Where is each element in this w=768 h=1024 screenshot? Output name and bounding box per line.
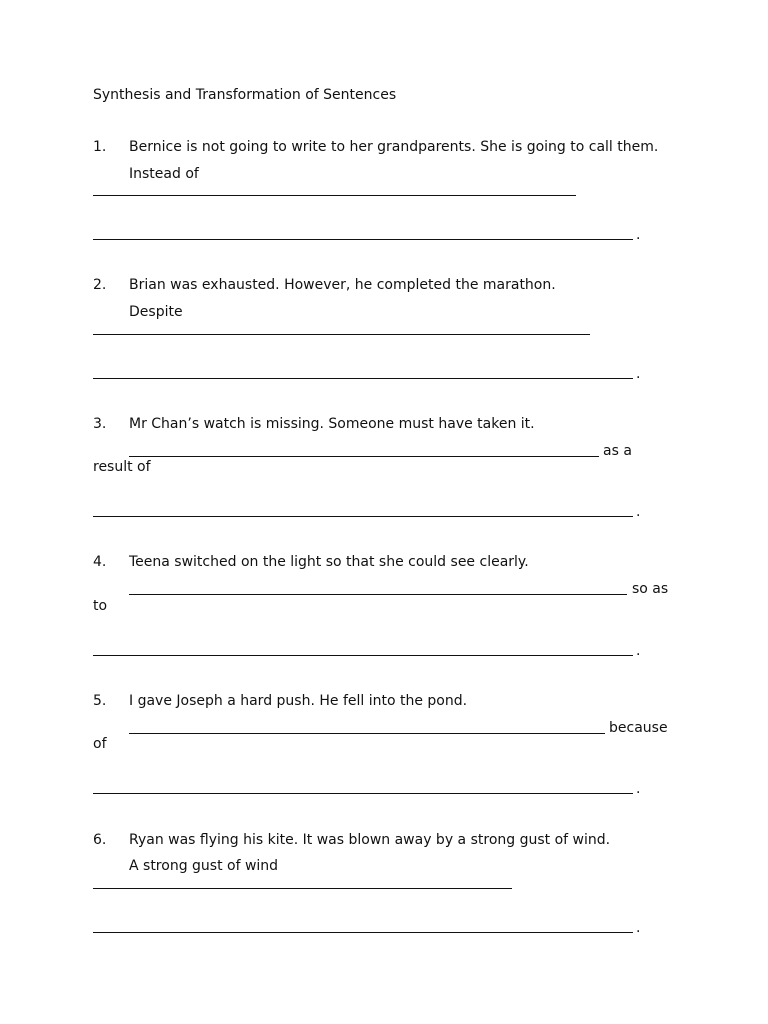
answer-blank[interactable] (93, 334, 590, 335)
answer-prompt: A strong gust of wind (129, 858, 279, 874)
answer-blank[interactable] (93, 239, 633, 240)
answer-blank[interactable] (93, 932, 633, 933)
answer-prompt: Instead of (129, 166, 199, 182)
answer-blank[interactable] (93, 195, 576, 196)
question-sentence: I gave Joseph a hard push. He fell into the pond. (129, 693, 468, 709)
question-number: 4. (93, 554, 107, 570)
sentence-period: . (636, 781, 641, 797)
sentence-period: . (636, 366, 641, 382)
answer-blank[interactable] (129, 594, 627, 595)
answer-blank[interactable] (93, 378, 633, 379)
sentence-period: . (636, 227, 641, 243)
answer-blank[interactable] (129, 456, 599, 457)
connector-text: as a (603, 443, 632, 459)
answer-blank[interactable] (129, 733, 605, 734)
answer-blank[interactable] (93, 655, 633, 656)
connector-continuation: to (93, 598, 108, 614)
question-sentence: Brian was exhausted. However, he completed the marathon. (129, 277, 556, 293)
question-number: 5. (93, 693, 107, 709)
sentence-period: . (636, 920, 641, 936)
question-number: 6. (93, 832, 107, 848)
sentence-period: . (636, 504, 641, 520)
question-sentence: Teena switched on the light so that she could see clearly. (129, 554, 529, 570)
connector-continuation: result of (93, 459, 151, 475)
connector-continuation: of (93, 736, 107, 752)
sentence-period: . (636, 643, 641, 659)
answer-prompt: Despite (129, 304, 183, 320)
worksheet-title: Synthesis and Transformation of Sentences (93, 87, 397, 103)
question-sentence: Mr Chan’s watch is missing. Someone must have taken it. (129, 416, 535, 432)
connector-text: because (609, 720, 668, 736)
connector-text: so as (632, 581, 669, 597)
answer-blank[interactable] (93, 516, 633, 517)
answer-blank[interactable] (93, 793, 633, 794)
answer-blank[interactable] (93, 888, 512, 889)
question-sentence: Bernice is not going to write to her grandparents. She is going to call them. (129, 139, 659, 155)
question-number: 1. (93, 139, 107, 155)
question-sentence: Ryan was flying his kite. It was blown away by a strong gust of wind. (129, 832, 611, 848)
question-number: 2. (93, 277, 107, 293)
question-number: 3. (93, 416, 107, 432)
